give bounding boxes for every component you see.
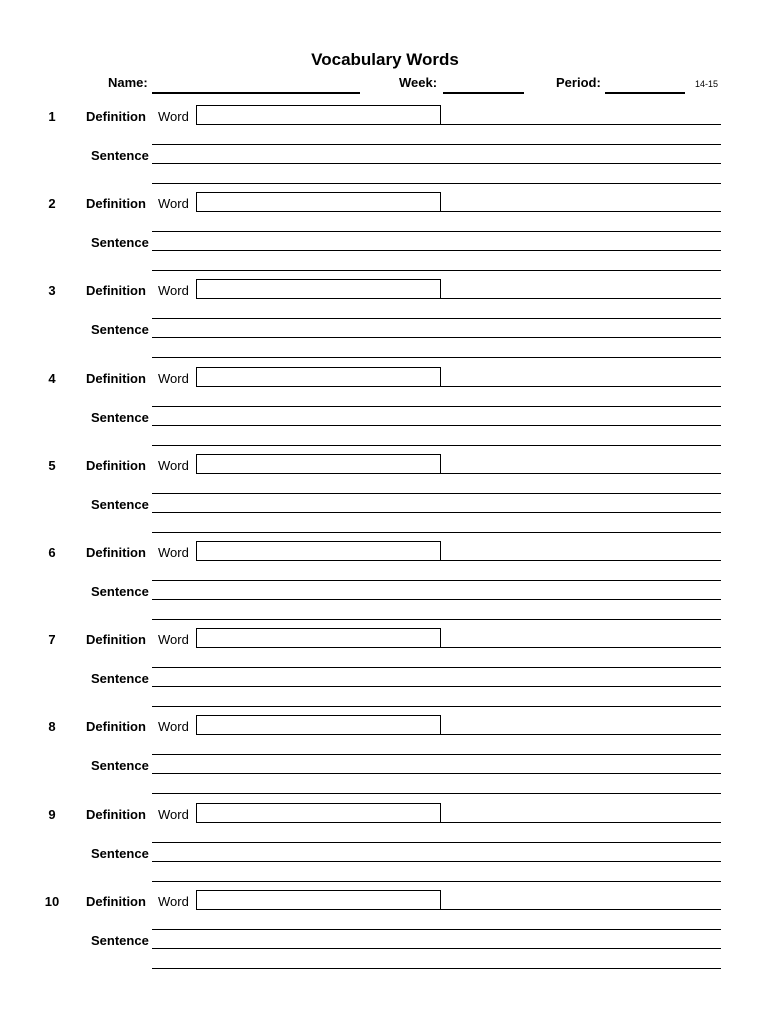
definition-label: Definition xyxy=(86,719,146,734)
sentence-label: Sentence xyxy=(91,148,149,163)
entry-number: 6 xyxy=(48,545,56,560)
sentence-label: Sentence xyxy=(91,758,149,773)
definition-line[interactable] xyxy=(152,929,721,930)
sentence-label: Sentence xyxy=(91,584,149,599)
entry-number: 7 xyxy=(48,632,56,647)
definition-label: Definition xyxy=(86,632,146,647)
word-label: Word xyxy=(158,371,189,386)
week-field[interactable] xyxy=(443,92,524,94)
definition-line[interactable] xyxy=(152,754,721,755)
week-label: Week: xyxy=(399,75,438,90)
word-label: Word xyxy=(158,545,189,560)
sentence-line[interactable] xyxy=(152,512,721,513)
sentence-line[interactable] xyxy=(152,163,721,164)
word-label: Word xyxy=(158,109,189,124)
sentence-line[interactable] xyxy=(152,773,721,774)
definition-line[interactable] xyxy=(441,211,721,212)
word-label: Word xyxy=(158,894,189,909)
page-title: Vocabulary Words xyxy=(311,50,459,69)
definition-label: Definition xyxy=(86,196,146,211)
word-label: Word xyxy=(158,807,189,822)
period-field[interactable] xyxy=(605,92,685,94)
definition-line[interactable] xyxy=(152,842,721,843)
sentence-label: Sentence xyxy=(91,497,149,512)
word-label: Word xyxy=(158,196,189,211)
vocab-entry xyxy=(0,105,770,192)
definition-line[interactable] xyxy=(152,144,721,145)
sentence-label: Sentence xyxy=(91,410,149,425)
sentence-line[interactable] xyxy=(152,686,721,687)
entry-number: 5 xyxy=(48,458,56,473)
definition-line[interactable] xyxy=(441,909,721,910)
definition-line[interactable] xyxy=(441,386,721,387)
word-input-box[interactable] xyxy=(196,192,441,212)
vocab-entry xyxy=(0,192,770,279)
sentence-label: Sentence xyxy=(91,671,149,686)
school-year: 14-15 xyxy=(695,79,719,89)
word-label: Word xyxy=(158,719,189,734)
sentence-line[interactable] xyxy=(152,250,721,251)
definition-line[interactable] xyxy=(441,473,721,474)
definition-label: Definition xyxy=(86,283,146,298)
definition-label: Definition xyxy=(86,458,146,473)
sentence-line[interactable] xyxy=(152,599,721,600)
definition-label: Definition xyxy=(86,371,146,386)
vocab-entry xyxy=(0,803,770,890)
period-label: Period: xyxy=(556,75,601,90)
definition-line[interactable] xyxy=(441,734,721,735)
vocab-entry xyxy=(0,541,770,628)
entry-number: 8 xyxy=(48,719,56,734)
sentence-label: Sentence xyxy=(91,322,149,337)
entry-number: 10 xyxy=(44,894,60,909)
vocab-entry xyxy=(0,454,770,541)
definition-line[interactable] xyxy=(441,647,721,648)
sentence-line[interactable] xyxy=(152,968,721,969)
sentence-line[interactable] xyxy=(152,337,721,338)
sentence-line[interactable] xyxy=(152,532,721,533)
sentence-line[interactable] xyxy=(152,619,721,620)
definition-line[interactable] xyxy=(441,560,721,561)
entry-number: 9 xyxy=(48,807,56,822)
word-input-box[interactable] xyxy=(196,628,441,648)
word-label: Word xyxy=(158,458,189,473)
word-label: Word xyxy=(158,632,189,647)
definition-line[interactable] xyxy=(152,406,721,407)
word-input-box[interactable] xyxy=(196,715,441,735)
definition-line[interactable] xyxy=(152,580,721,581)
definition-label: Definition xyxy=(86,545,146,560)
word-input-box[interactable] xyxy=(196,454,441,474)
definition-line[interactable] xyxy=(441,298,721,299)
word-input-box[interactable] xyxy=(196,367,441,387)
sentence-line[interactable] xyxy=(152,183,721,184)
sentence-line[interactable] xyxy=(152,793,721,794)
entry-number: 3 xyxy=(48,283,56,298)
definition-line[interactable] xyxy=(152,667,721,668)
definition-line[interactable] xyxy=(441,822,721,823)
sentence-line[interactable] xyxy=(152,445,721,446)
word-input-box[interactable] xyxy=(196,541,441,561)
definition-line[interactable] xyxy=(152,318,721,319)
entry-number: 2 xyxy=(48,196,56,211)
definition-label: Definition xyxy=(86,807,146,822)
word-label: Word xyxy=(158,283,189,298)
sentence-label: Sentence xyxy=(91,846,149,861)
vocab-entry xyxy=(0,628,770,715)
word-input-box[interactable] xyxy=(196,803,441,823)
sentence-line[interactable] xyxy=(152,861,721,862)
sentence-line[interactable] xyxy=(152,706,721,707)
sentence-label: Sentence xyxy=(91,933,149,948)
name-field[interactable] xyxy=(152,92,360,94)
vocab-entry xyxy=(0,890,770,977)
word-input-box[interactable] xyxy=(196,105,441,125)
word-input-box[interactable] xyxy=(196,279,441,299)
sentence-line[interactable] xyxy=(152,425,721,426)
sentence-line[interactable] xyxy=(152,948,721,949)
sentence-line[interactable] xyxy=(152,881,721,882)
entry-number: 1 xyxy=(48,109,56,124)
entry-number: 4 xyxy=(48,371,56,386)
vocab-entry xyxy=(0,715,770,802)
definition-label: Definition xyxy=(86,894,146,909)
definition-line[interactable] xyxy=(441,124,721,125)
definition-line[interactable] xyxy=(152,231,721,232)
sentence-line[interactable] xyxy=(152,357,721,358)
sentence-line[interactable] xyxy=(152,270,721,271)
vocab-entry xyxy=(0,279,770,366)
sentence-label: Sentence xyxy=(91,235,149,250)
vocab-entry xyxy=(0,367,770,454)
name-label: Name: xyxy=(108,75,148,90)
definition-line[interactable] xyxy=(152,493,721,494)
definition-label: Definition xyxy=(86,109,146,124)
word-input-box[interactable] xyxy=(196,890,441,910)
